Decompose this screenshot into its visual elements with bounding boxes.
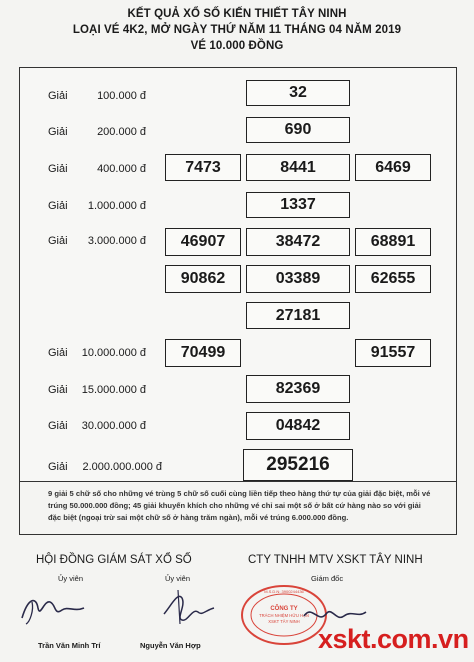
winning-number: 04842 bbox=[246, 412, 350, 440]
svg-text:XSKT TÂY NINH: XSKT TÂY NINH bbox=[268, 619, 300, 624]
member-role-label: Ủy viên bbox=[165, 574, 191, 583]
svg-text:M.S.D.N: 3900244436: M.S.D.N: 3900244436 bbox=[264, 589, 304, 594]
prize-label: Giải bbox=[48, 235, 68, 247]
winning-number: 03389 bbox=[246, 265, 350, 293]
prize-amount: 1.000.000 đ bbox=[87, 200, 146, 212]
note-line-3: đặc biệt (ngoại trừ sai một chữ số ở hàng trăm ngàn), mỗi vé trúng 6.000.000 đồng. bbox=[48, 513, 349, 522]
title-line-2: LOẠI VÉ 4K2, MỞ NGÀY THỨ NĂM 11 THÁNG 04 NĂM 2019 bbox=[72, 24, 402, 36]
winning-number: 90862 bbox=[165, 265, 241, 293]
member-name-1: Trần Văn Minh Trí bbox=[38, 641, 101, 650]
prize-label: Giải bbox=[48, 420, 68, 432]
winning-number: 8441 bbox=[246, 154, 350, 181]
special-prize-number: 295216 bbox=[243, 449, 353, 481]
prize-amount: 400.000 đ bbox=[97, 163, 146, 175]
winning-number: 46907 bbox=[165, 228, 241, 256]
prize-label: Giải bbox=[48, 461, 68, 473]
prize-label: Giải bbox=[48, 90, 68, 102]
winning-number: 27181 bbox=[246, 302, 350, 329]
member-name-2: Nguyễn Văn Hợp bbox=[140, 641, 201, 650]
svg-text:CÔNG TY: CÔNG TY bbox=[270, 606, 298, 612]
note-line-1: 9 giải 5 chữ số cho những vé trùng 5 chữ số cuối cùng liền tiếp theo hàng thứ tự của giải đặc biệt, mỗi vé bbox=[48, 489, 431, 498]
director-role-label: Giám đốc bbox=[311, 574, 344, 583]
member-role-label: Ủy viên bbox=[58, 574, 84, 583]
winning-number: 91557 bbox=[355, 339, 431, 367]
supervisory-council-title: HỘI ĐỒNG GIÁM SÁT XỔ SỐ bbox=[36, 554, 192, 566]
prize-amount: 15.000.000 đ bbox=[81, 384, 146, 396]
company-title: CTY TNHH MTV XSKT TÂY NINH bbox=[248, 554, 423, 566]
prize-label: Giải bbox=[48, 347, 68, 359]
note-line-2: trúng 50.000.000 đồng; 45 giải khuyến khích cho những vé chỉ sai một số ở bất cứ hàng nào so với giải bbox=[48, 501, 421, 510]
winning-number: 38472 bbox=[246, 228, 350, 256]
prize-label: Giải bbox=[48, 163, 68, 175]
prize-amount: 10.000.000 đ bbox=[81, 347, 146, 359]
title-line-1: KẾT QUẢ XỔ SỐ KIẾN THIẾT TÂY NINH bbox=[127, 8, 347, 20]
winning-number: 82369 bbox=[246, 375, 350, 403]
winning-number: 32 bbox=[246, 80, 350, 106]
winning-number: 7473 bbox=[165, 154, 241, 181]
title-line-3: VÉ 10.000 ĐỒNG bbox=[190, 40, 284, 52]
prize-amount: 2.000.000.000 đ bbox=[82, 461, 162, 473]
prize-label: Giải bbox=[48, 126, 68, 138]
prize-amount: 3.000.000 đ bbox=[87, 235, 146, 247]
winning-number: 70499 bbox=[165, 339, 241, 367]
prize-amount: 30.000.000 đ bbox=[81, 420, 146, 432]
svg-text:TRÁCH NHIỆM HỮU HẠN: TRÁCH NHIỆM HỮU HẠN bbox=[259, 613, 309, 618]
prize-label: Giải bbox=[48, 384, 68, 396]
prize-amount: 200.000 đ bbox=[97, 126, 146, 138]
winning-number: 690 bbox=[246, 117, 350, 143]
winning-number: 1337 bbox=[246, 192, 350, 218]
prize-notes bbox=[19, 482, 457, 535]
results-table bbox=[19, 67, 457, 482]
winning-number: 62655 bbox=[355, 265, 431, 293]
site-watermark: xskt.com.vn bbox=[318, 624, 469, 654]
signature-member-2 bbox=[158, 586, 218, 628]
signature-member-1 bbox=[18, 588, 88, 628]
winning-number: 6469 bbox=[355, 154, 431, 181]
prize-amount: 100.000 đ bbox=[97, 90, 146, 102]
prize-label: Giải bbox=[48, 200, 68, 212]
winning-number: 68891 bbox=[355, 228, 431, 256]
